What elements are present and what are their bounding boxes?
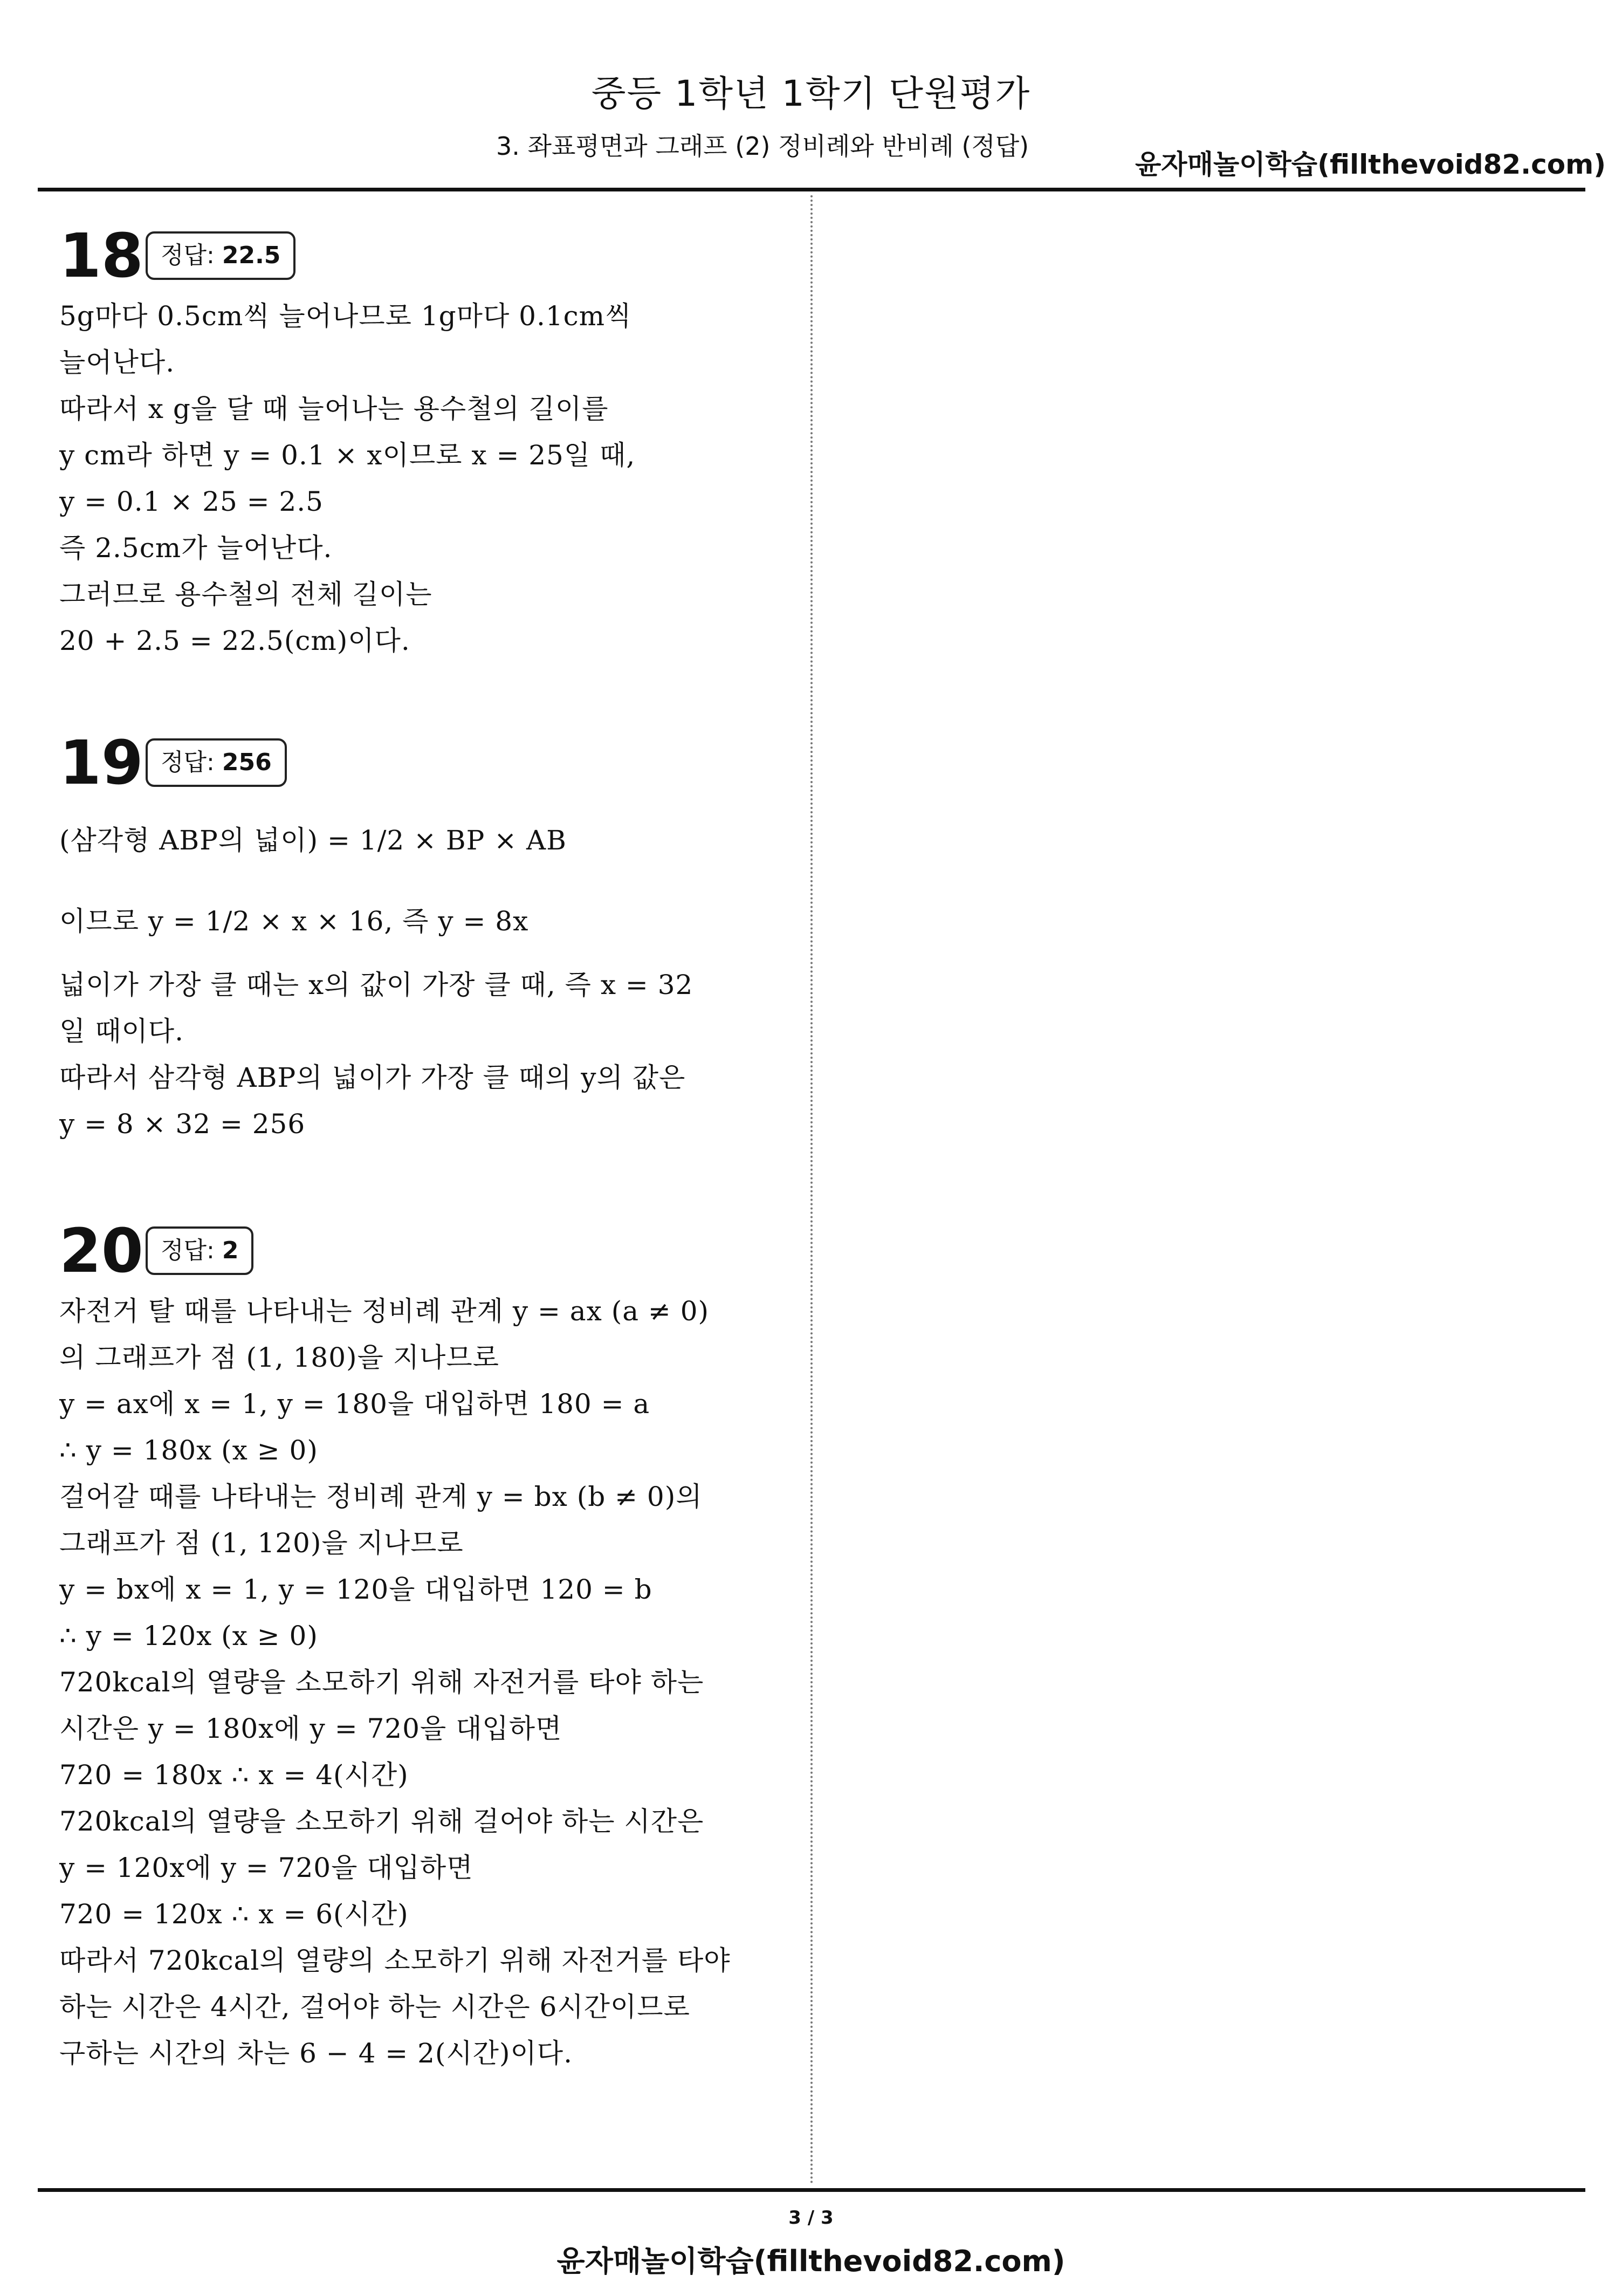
solution-line: 따라서 720kcal의 열량의 소모하기 위해 자전거를 타야 (59, 1945, 731, 1976)
solution-line: 720 = 180x ∴ x = 4(시간) (59, 1759, 409, 1791)
header-brand: 윤자매놀이학습(fillthevoid82.com) (1135, 149, 1606, 180)
question-number: 19 (59, 728, 143, 798)
question-number: 18 (59, 221, 143, 291)
solution-line: y cm라 하면 y = 0.1 × x이므로 x = 25일 때, (59, 440, 636, 471)
solution-line: y = 120x에 y = 720을 대입하면 (59, 1852, 473, 1883)
solution-line: 이므로 y = 1/2 × x × 16, 즉 y = 8x (59, 906, 529, 937)
solution-line: 720 = 120x ∴ x = 6(시간) (59, 1899, 409, 1930)
solution-line: 그래프가 점 (1, 120)을 지나므로 (59, 1527, 464, 1559)
footer-brand: 윤자매놀이학습(fillthevoid82.com) (556, 2244, 1066, 2278)
solution-line: y = 0.1 × 25 = 2.5 (59, 486, 324, 517)
solution-line: (삼각형 ABP의 넓이) = 1/2 × BP × AB (59, 825, 567, 856)
solution-line: 따라서 x g을 달 때 늘어나는 용수철의 길이를 (59, 393, 609, 424)
answer-label: 정답: (161, 749, 215, 776)
solution-line: y = 8 × 32 = 256 (59, 1108, 306, 1140)
solution-line: 그러므로 용수철의 전체 길이는 (59, 579, 432, 610)
question-number: 20 (59, 1216, 143, 1286)
solution-line: 5g마다 0.5cm씩 늘어나므로 1g마다 0.1cm씩 (59, 300, 632, 332)
answer-label: 정답: (161, 242, 215, 269)
answer-value: 22.5 (222, 242, 281, 269)
answer-label: 정답: (161, 1237, 215, 1264)
solution-line: 자전거 탈 때를 나타내는 정비례 관계 y = ax (a ≠ 0) (59, 1296, 710, 1327)
question-18 (59, 221, 760, 664)
question-19 (59, 728, 760, 1147)
solution-line: 일 때이다. (59, 1016, 184, 1047)
solution-line: 따라서 삼각형 ABP의 넓이가 가장 클 때의 y의 값은 (59, 1062, 686, 1093)
answer-value: 2 (222, 1237, 239, 1264)
solution-line: ∴ y = 180x (x ≥ 0) (59, 1435, 318, 1466)
solution-line: 20 + 2.5 = 22.5(cm)이다. (59, 625, 410, 656)
solution-line: 하는 시간은 4시간, 걸어야 하는 시간은 6시간이므로 (59, 1991, 690, 2023)
solution-line: 걸어갈 때를 나타내는 정비례 관계 y = bx (b ≠ 0)의 (59, 1481, 703, 1512)
answer-badge (146, 738, 287, 787)
solution-line: 의 그래프가 점 (1, 180)을 지나므로 (59, 1342, 499, 1373)
solution-line: 720kcal의 열량을 소모하기 위해 자전거를 타야 하는 (59, 1667, 704, 1698)
solution-line: y = bx에 x = 1, y = 120을 대입하면 120 = b (59, 1574, 652, 1605)
page-title: 중등 1학년 1학기 단원평가 (591, 73, 1031, 114)
solution-line: 즉 2.5cm가 늘어난다. (59, 532, 333, 564)
answer-badge (146, 1226, 253, 1275)
footer-rule (38, 2188, 1585, 2192)
solution-line: 늘어난다. (59, 347, 175, 378)
answer-badge (146, 231, 295, 280)
solution-line: 시간은 y = 180x에 y = 720을 대입하면 (59, 1713, 562, 1744)
question-20 (59, 1216, 760, 2076)
page-subtitle: 3. 좌표평면과 그래프 (2) 정비례와 반비례 (정답) (496, 132, 1029, 161)
column-divider (810, 195, 813, 2185)
answer-value: 256 (222, 749, 272, 776)
solution-line: y = ax에 x = 1, y = 180을 대입하면 180 = a (59, 1388, 650, 1420)
solution-line: ∴ y = 120x (x ≥ 0) (59, 1620, 318, 1651)
page-number: 3 / 3 (788, 2207, 834, 2229)
solution-line: 720kcal의 열량을 소모하기 위해 걸어야 하는 시간은 (59, 1806, 704, 1837)
header-rule (38, 188, 1585, 191)
solution-line: 구하는 시간의 차는 6 − 4 = 2(시간)이다. (59, 2038, 573, 2069)
solution-line: 넓이가 가장 클 때는 x의 값이 가장 클 때, 즉 x = 32 (59, 969, 693, 1000)
